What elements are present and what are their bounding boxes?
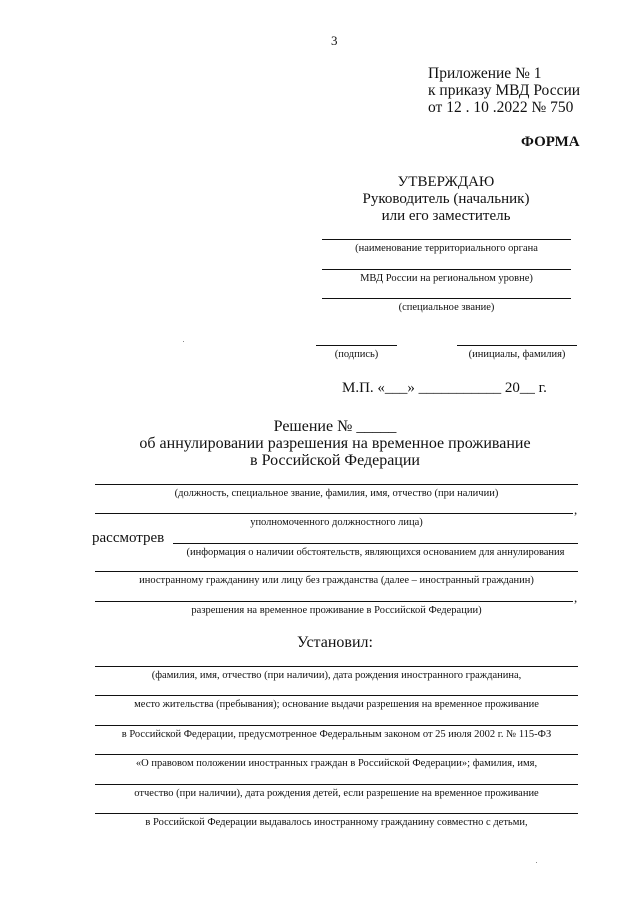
established-line-4[interactable] <box>95 754 578 755</box>
established-caption-1: (фамилия, имя, отчество (при наличии), дата рождения иностранного гражданина, <box>151 670 522 681</box>
approval-line-1: Руководитель (начальник) <box>362 191 530 207</box>
page-number: 3 <box>331 33 338 48</box>
stamp-date: М.П. «___» ___________ 20__ г. <box>342 380 547 396</box>
signature-caption: (подпись) <box>334 349 379 360</box>
annex-line-3: от 12 . 10 .2022 № 750 <box>428 99 574 116</box>
organ-name-line[interactable] <box>322 239 571 240</box>
approval-line-2: или его заместитель <box>381 208 511 224</box>
permit-line[interactable] <box>95 601 573 602</box>
official-line[interactable] <box>95 484 578 485</box>
permit-caption: разрешения на временное проживание в Российской Федерации) <box>191 605 482 616</box>
info-line[interactable] <box>173 543 578 544</box>
established-caption-2: место жительства (пребывания); основание выдачи разрешения на временное проживание <box>134 699 539 710</box>
decision-title-3: в Российской Федерации <box>250 452 420 469</box>
mvd-line[interactable] <box>322 269 571 270</box>
considered-label: рассмотрев <box>92 530 165 546</box>
established-line-5[interactable] <box>95 784 578 785</box>
established-caption-5: отчество (при наличии), дата рождения детей, если разрешение на временное проживание <box>134 788 539 799</box>
foreigner-caption: иностранному гражданину или лицу без гражданства (далее – иностранный гражданин) <box>139 575 534 586</box>
comma-1: , <box>574 502 578 517</box>
established-line-3[interactable] <box>95 725 578 726</box>
authorized-caption: уполномоченного должностного лица) <box>250 517 423 528</box>
established-line-6[interactable] <box>95 813 578 814</box>
annex-line-2: к приказу МВД России <box>428 82 581 99</box>
info-caption: (информация о наличии обстоятельств, являющихся основанием для аннулирования <box>186 547 565 558</box>
foreigner-line[interactable] <box>95 571 578 572</box>
scan-speck <box>536 862 537 863</box>
rank-caption: (специальное звание) <box>398 302 495 313</box>
authorized-line[interactable] <box>95 513 573 514</box>
signature-line[interactable] <box>316 345 397 346</box>
mvd-caption: МВД России на региональном уровне) <box>360 273 533 284</box>
comma-2: , <box>574 590 578 605</box>
established-caption-4: «О правовом положении иностранных граждан в Российской Федерации»; фамилия, имя, <box>135 758 538 769</box>
initials-caption: (инициалы, фамилия) <box>468 349 566 360</box>
decision-title-1: Решение № _____ <box>273 418 397 435</box>
initials-line[interactable] <box>457 345 577 346</box>
established-caption-3: в Российской Федерации, предусмотренное Федеральным законом от 25 июля 2002 г. № 115-ФЗ <box>121 729 552 740</box>
established-line-2[interactable] <box>95 695 578 696</box>
established-caption-6: в Российской Федерации выдавалось иностранному гражданину совместно с детьми, <box>145 817 528 828</box>
rank-line[interactable] <box>322 298 571 299</box>
established-title: Установил: <box>297 634 373 651</box>
scan-speck <box>183 341 184 342</box>
established-line-1[interactable] <box>95 666 578 667</box>
annex-line-1: Приложение № 1 <box>428 65 542 82</box>
decision-title-2: об аннулировании разрешения на временное проживание <box>139 435 531 452</box>
form-label: ФОРМА <box>521 134 580 150</box>
organ-name-caption: (наименование территориального органа <box>355 243 538 254</box>
official-caption: (должность, специальное звание, фамилия, имя, отчество (при наличии) <box>174 488 499 499</box>
approval-title: УТВЕРЖДАЮ <box>397 174 495 190</box>
